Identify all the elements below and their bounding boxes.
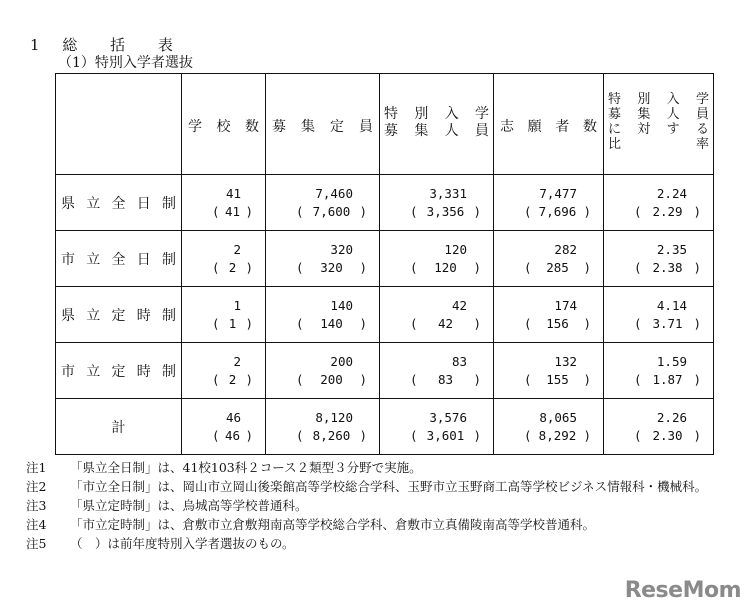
note-item [26,477,716,496]
table-row [56,287,714,343]
row-label-char: 制 [162,363,176,380]
header-char: る [695,122,709,137]
row-label-char: 日 [136,251,151,268]
previous-value: ( 3,601 ) [410,427,481,443]
header-capacity [266,74,380,175]
previous-value: ( 8,292 ) [524,427,591,443]
previous-value: ( 156 ) [524,315,591,331]
header-schools [182,74,266,175]
ratio-cell [604,287,714,343]
previous-value: ( 46 ) [212,427,253,443]
applicants-cell [494,343,604,399]
previous-value: ( 8,260 ) [296,427,367,443]
row-label-char: 制 [162,195,176,212]
current-value: 8,120 [315,409,353,425]
table-row [56,175,714,231]
current-value: 2 [233,353,241,369]
current-value: 7,460 [315,185,353,201]
note-item [26,515,716,534]
row-label-char: 立 [86,363,101,380]
row-label [56,287,182,343]
header-char: 員 [359,119,373,135]
quota-cell [380,399,494,455]
previous-value: ( 83 ) [410,371,481,387]
current-value: 2.26 [656,409,687,425]
header-char: す [666,122,680,137]
current-value: 8,065 [539,409,577,425]
note-item [26,458,716,477]
ratio-cell [604,343,714,399]
header-char: 学 [695,92,709,107]
current-value: 7,477 [539,185,577,201]
quota-cell [380,343,494,399]
previous-value: ( 7,696 ) [524,203,591,219]
capacity-cell [266,175,380,231]
total-row [56,399,714,455]
row-label [56,343,182,399]
capacity-cell [266,343,380,399]
note-item [26,534,716,553]
current-value: 120 [444,241,467,257]
current-value: 1.59 [656,353,687,369]
previous-value: ( 2.29 ) [634,203,701,219]
header-char: 員 [695,107,709,122]
row-label-char: 制 [162,251,176,268]
section-title-char: 括 [110,36,126,54]
row-label-char: 立 [86,195,101,212]
current-value: 200 [330,353,353,369]
header-char: 集 [414,123,429,139]
row-label-char: 市 [61,363,75,380]
previous-value: ( 2.30 ) [634,427,701,443]
row-label-char: 県 [61,195,75,212]
current-value: 2.35 [656,241,687,257]
section-number: 1 [30,36,40,54]
notes-section [26,458,716,553]
schools-cell [182,175,266,231]
row-label [56,175,182,231]
header-char: 集 [637,107,651,122]
note-label: 注1 [26,460,47,475]
current-value: 4.14 [656,297,687,313]
schools-cell [182,399,266,455]
previous-value: ( 120 ) [410,259,481,275]
row-label-char: 全 [111,195,126,212]
row-label-char: 日 [136,195,151,212]
header-char: 対 [637,122,651,137]
row-label-char: 市 [61,251,75,268]
previous-value: ( 320 ) [296,259,367,275]
note-item [26,496,716,515]
previous-value: ( 1.87 ) [634,371,701,387]
header-char: 数 [245,119,259,135]
current-value: 174 [554,297,577,313]
note-text: 「市立全日制」は、岡山市立岡山後楽館高等学校総合学科、玉野市立玉野商工高等学校ビジネス情報科・機械科。 [70,479,708,494]
subsection-title: （1）特別入学者選抜 [58,55,193,71]
previous-value: ( 2 ) [212,259,253,275]
header-char: 募 [272,119,286,135]
schools-cell [182,287,266,343]
applicants-cell [494,287,604,343]
previous-value: ( 2 ) [212,371,253,387]
table-header-row [56,74,714,175]
table-row [56,343,714,399]
quota-cell [380,175,494,231]
row-label [56,231,182,287]
header-char: 校 [216,119,231,135]
note-text: 「県立全日制」は、41校103科２コース２類型３分野で実施。 [70,460,422,475]
ratio-cell [604,399,714,455]
header-applicants [494,74,604,175]
applicants-cell [494,175,604,231]
header-char: 者 [555,119,570,135]
previous-value: ( 155 ) [524,371,591,387]
row-label-char: 立 [86,307,101,324]
note-label: 注2 [26,479,47,494]
previous-value: ( 200 ) [296,371,367,387]
ratio-cell [604,231,714,287]
current-value: 2.24 [656,185,687,201]
total-label-text: 計 [111,419,126,436]
current-value: 320 [330,241,353,257]
header-char: 集 [301,119,315,135]
note-text: 「県立定時制」は、烏城高等学校普通科。 [70,498,308,513]
current-value: 1 [233,297,241,313]
header-ratio [604,74,714,175]
header-char: 数 [582,119,597,135]
total-label [56,399,182,455]
section-title-char: 総 [62,36,78,54]
previous-value: ( 3,356 ) [410,203,481,219]
header-char: 別 [637,92,651,107]
row-label-char: 立 [86,251,101,268]
current-value: 83 [451,353,467,369]
header-char: 率 [695,137,709,152]
current-value: 282 [554,241,577,257]
header-char: 特 [384,106,398,122]
header-char: 人 [666,107,680,122]
capacity-cell [266,287,380,343]
row-label-char: 時 [136,307,151,324]
note-label: 注5 [26,536,47,551]
table-row [56,231,714,287]
row-label-char: 全 [111,251,126,268]
summary-table [55,73,714,455]
header-char: 員 [474,123,489,139]
header-char: 募 [608,107,622,122]
schools-cell [182,231,266,287]
current-value: 132 [554,353,577,369]
current-value: 42 [451,297,467,313]
header-char: 志 [500,119,514,135]
header-char: 特 [608,92,622,107]
header-char: 学 [188,119,202,135]
current-value: 3,331 [429,185,467,201]
current-value: 46 [225,409,241,425]
header-char: 人 [444,123,459,139]
previous-value: ( 41 ) [212,203,253,219]
header-char: 別 [414,106,429,122]
previous-value: ( 1 ) [212,315,253,331]
previous-value: ( 3.71 ) [634,315,701,331]
applicants-cell [494,231,604,287]
previous-value: ( 7,600 ) [296,203,367,219]
header-char: 入 [444,106,459,122]
previous-value: ( 42 ) [410,315,481,331]
previous-value: ( 140 ) [296,315,367,331]
header-char: 定 [330,119,344,135]
row-label-char: 時 [136,363,151,380]
row-label-char: 定 [111,363,126,380]
section-title-char: 表 [157,36,173,54]
note-text: 「市立定時制」は、倉敷市立倉敷翔南高等学校総合学科、倉敷市立真備陵南高等学校普通科。 [70,517,596,532]
note-label: 注4 [26,517,47,532]
header-char: 入 [666,92,680,107]
current-value: 140 [330,297,353,313]
quota-cell [380,287,494,343]
resemom-logo: ReseMom [624,578,741,603]
header-special-quota [380,74,494,175]
current-value: 41 [225,185,241,201]
header-char: に [608,122,622,137]
current-value: 2 [233,241,241,257]
previous-value: ( 2.38 ) [634,259,701,275]
current-value: 3,576 [429,409,467,425]
previous-value: ( 285 ) [524,259,591,275]
header-char: 学 [474,106,489,122]
applicants-cell [494,399,604,455]
capacity-cell [266,231,380,287]
row-label-char: 制 [162,307,176,324]
schools-cell [182,343,266,399]
header-char: 募 [384,123,398,139]
note-label: 注3 [26,498,47,513]
capacity-cell [266,399,380,455]
row-label-char: 定 [111,307,126,324]
quota-cell [380,231,494,287]
note-text: （ ）は前年度特別入学者選抜のもの。 [70,536,295,551]
header-char: 願 [527,119,542,135]
ratio-cell [604,175,714,231]
header-blank [56,74,182,175]
header-char: 比 [608,137,622,152]
row-label-char: 県 [61,307,75,324]
